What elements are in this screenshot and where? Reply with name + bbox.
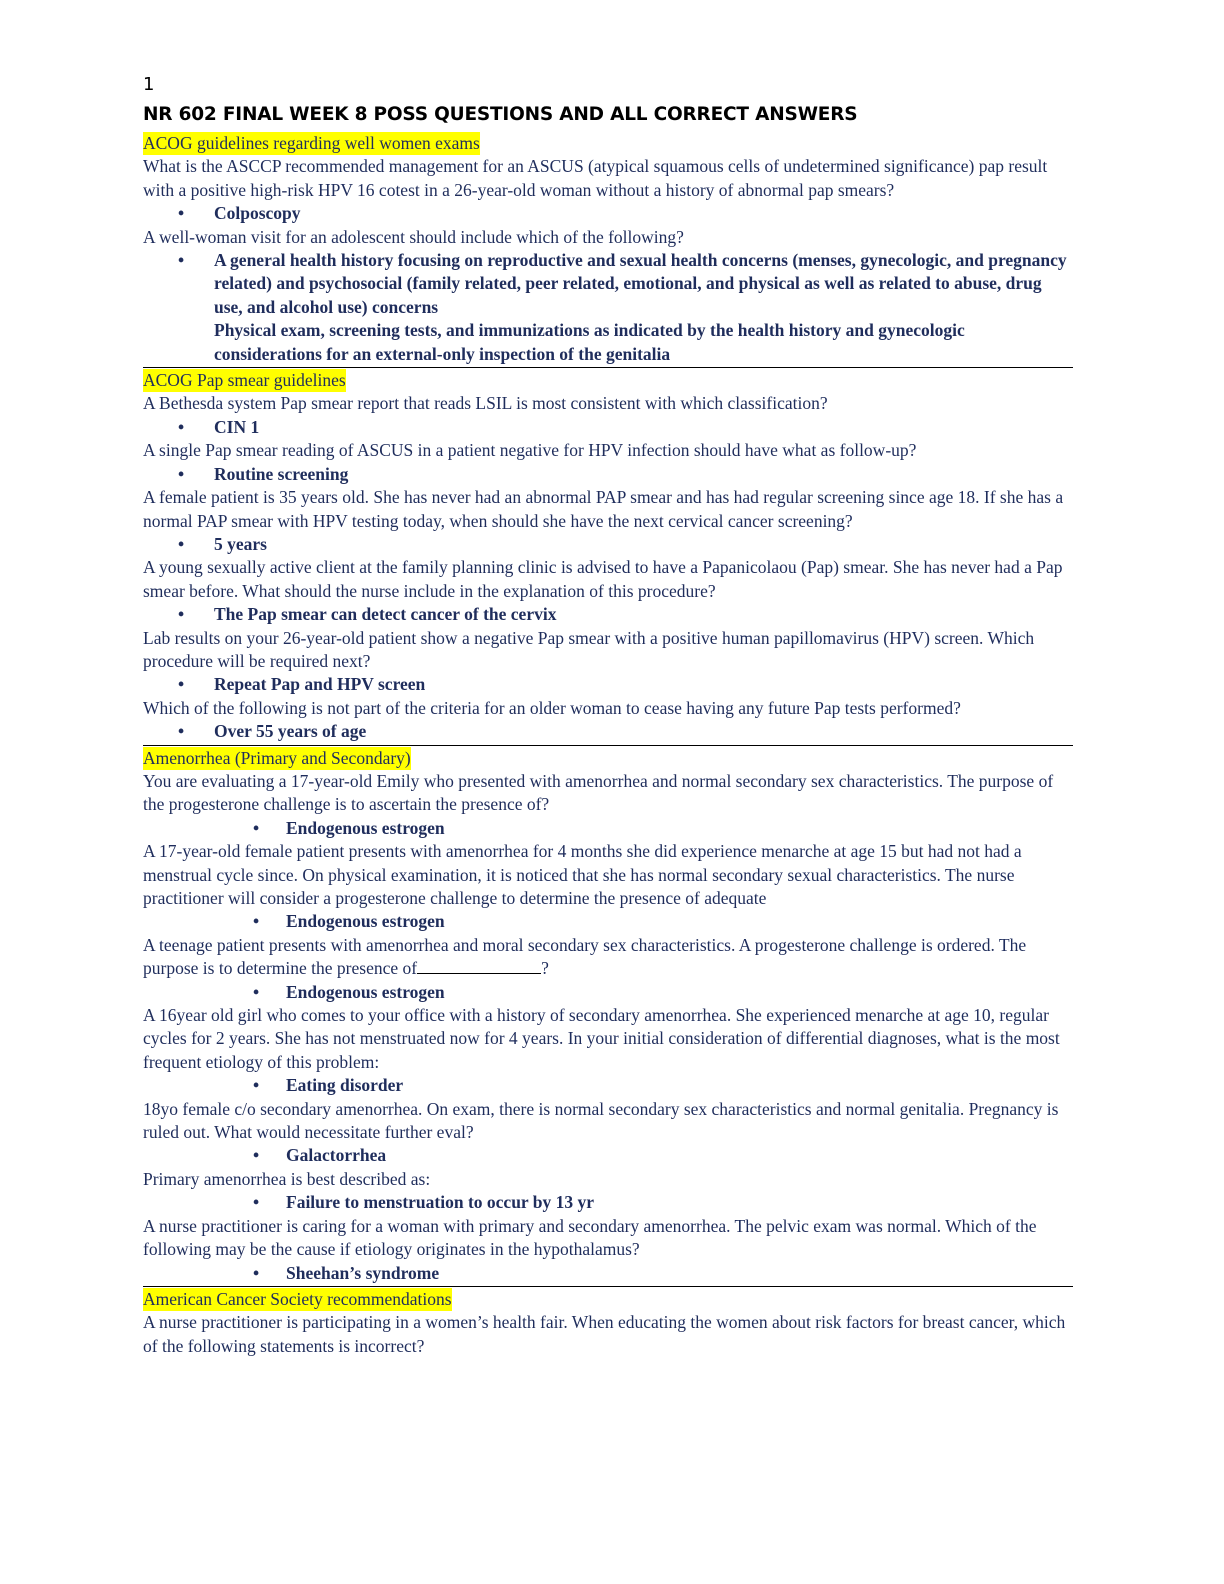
question-text: A nurse practitioner is caring for a woman with primary and secondary amenorrhea. The pelvic exam was normal. Which of the following may be the cause if etiology originates in the hypothalamus?: [143, 1215, 1037, 1260]
bullet-icon: •: [253, 1075, 260, 1096]
answer-item: [143, 673, 1073, 696]
answer-item: [143, 1144, 1073, 1167]
answer-text: A general health history focusing on reproductive and sexual health concerns (menses, gynecologic, and pregnancy related) and psychosocial (family related, peer related, emotional, and physical as well as related to abuse, drug use, and alcohol use) concerns: [214, 250, 1067, 317]
section-american-cancer-society: [143, 1288, 1073, 1359]
answer-text: Colposcopy: [214, 203, 301, 224]
bullet-icon: •: [178, 416, 185, 437]
bullet-icon: •: [253, 911, 260, 932]
question-text: A female patient is 35 years old. She has never had an abnormal PAP smear and has had regular screening since age 18. If she has a normal PAP smear with HPV testing today, when should she have the next cervical cancer screening?: [143, 487, 1064, 531]
question-text: A nurse practitioner is participating in a women’s health fair. When educating the women about risk factors for breast cancer, which of the following statements is incorrect?: [143, 1312, 1066, 1356]
answer-item: [143, 910, 1073, 933]
answer-text: Endogenous estrogen: [286, 981, 445, 1002]
answer-text: Endogenous estrogen: [286, 817, 445, 838]
answer-text: Eating disorder: [286, 1075, 404, 1096]
bullet-icon: •: [178, 250, 185, 271]
answer-text: Repeat Pap and HPV screen: [214, 674, 426, 695]
answer-item: [143, 603, 1073, 626]
question-text: Primary amenorrhea is best described as:: [143, 1168, 431, 1189]
question-text: What is the ASCCP recommended management for an ASCUS (atypical squamous cells of undetermined significance) pap result with a positive high-risk HPV 16 cotest in a 26-year-old woman without a history of abnormal pap smears?: [143, 156, 1048, 200]
answer-item: [143, 416, 1073, 439]
answer-item: [143, 1262, 1073, 1285]
answer-item: [143, 533, 1073, 556]
bullet-icon: •: [253, 1145, 260, 1166]
bullet-icon: •: [178, 533, 185, 554]
answer-text: Over 55 years of age: [214, 721, 367, 742]
answer-item: [143, 249, 1073, 366]
section-amenorrhea: [143, 747, 1073, 1287]
answer-text: Sheehan’s syndrome: [286, 1262, 440, 1283]
bullet-icon: •: [253, 1262, 260, 1283]
bullet-icon: •: [178, 604, 185, 625]
fill-in-blank: [417, 957, 541, 974]
bullet-icon: •: [178, 674, 185, 695]
answer-text: Endogenous estrogen: [286, 911, 445, 932]
section-acog-well-women: [143, 132, 1073, 368]
bullet-icon: •: [178, 203, 185, 224]
document-page: [143, 74, 1073, 1360]
question-text: 18yo female c/o secondary amenorrhea. On exam, there is normal secondary sex characteristics and normal genitalia. Pregnancy is ruled out. What would necessitate further eval?: [143, 1098, 1059, 1143]
answer-item: [143, 1191, 1073, 1214]
question-text: [143, 934, 1073, 981]
answer-item: [143, 1074, 1073, 1097]
section-heading: ACOG guidelines regarding well women exams: [143, 132, 480, 155]
answer-item: [143, 720, 1073, 743]
question-text-part: A teenage patient presents with amenorrhea and moral secondary sex characteristics. A progesterone challenge is ordered. The purpose is to determine the presence of: [143, 934, 1027, 979]
bullet-icon: •: [253, 981, 260, 1002]
answer-text-continued: Physical exam, screening tests, and immunizations as indicated by the health history and gynecologic considerations for an external-only inspection of the genitalia: [214, 320, 965, 364]
answer-item: [143, 817, 1073, 840]
question-text: A young sexually active client at the family planning clinic is advised to have a Papanicolaou (Pap) smear. She has never had a Pap smear before. What should the nurse include in the explanation of this procedure?: [143, 557, 1063, 601]
document-title: NR 602 FINAL WEEK 8 POSS QUESTIONS AND ALL CORRECT ANSWERS: [143, 104, 858, 125]
answer-text: 5 years: [214, 533, 267, 554]
question-text: A 17-year-old female patient presents with amenorrhea for 4 months she did experience menarche at age 15 but had not had a menstrual cycle since. On physical examination, it is noticed that she has normal secondary sexual characteristics. The nurse practitioner will consider a progesterone challenge to determine the presence of adequate: [143, 841, 1022, 908]
bullet-icon: •: [178, 463, 185, 484]
bullet-icon: •: [253, 1192, 260, 1213]
section-heading: American Cancer Society recommendations: [143, 1288, 452, 1311]
answer-text: The Pap smear can detect cancer of the cervix: [214, 604, 557, 625]
answer-item: [143, 202, 1073, 225]
question-text: You are evaluating a 17-year-old Emily who presented with amenorrhea and normal secondary sex characteristics. The purpose of the progesterone challenge is to ascertain the presence of?: [143, 770, 1054, 815]
answer-text: Galactorrhea: [286, 1145, 387, 1166]
section-heading: ACOG Pap smear guidelines: [143, 369, 346, 392]
question-text: A Bethesda system Pap smear report that reads LSIL is most consistent with which classification?: [143, 393, 828, 414]
bullet-icon: •: [178, 721, 185, 742]
page-number: 1: [143, 74, 155, 95]
answer-text: CIN 1: [214, 416, 260, 437]
answer-item: [143, 463, 1073, 486]
question-text: Which of the following is not part of the criteria for an older woman to cease having any future Pap tests performed?: [143, 697, 961, 718]
question-text: Lab results on your 26-year-old patient show a negative Pap smear with a positive human papillomavirus (HPV) screen. Which procedure will be required next?: [143, 627, 1035, 671]
section-heading: Amenorrhea (Primary and Secondary): [143, 747, 411, 770]
question-text: A well-woman visit for an adolescent should include which of the following?: [143, 226, 684, 247]
answer-text: Routine screening: [214, 463, 349, 484]
answer-text: Failure to menstruation to occur by 13 yr: [286, 1192, 595, 1213]
question-text: A single Pap smear reading of ASCUS in a patient negative for HPV infection should have what as follow-up?: [143, 440, 917, 461]
section-acog-pap-smear: [143, 369, 1073, 746]
question-text: A 16year old girl who comes to your office with a history of secondary amenorrhea. She experienced menarche at age 10, regular cycles for 2 years. She has not menstruated now for 4 years. In your initial consideration of differential diagnoses, what is the most frequent etiology of this problem:: [143, 1005, 1060, 1072]
question-text-part: ?: [541, 958, 549, 979]
bullet-icon: •: [253, 817, 260, 838]
answer-item: [143, 981, 1073, 1004]
